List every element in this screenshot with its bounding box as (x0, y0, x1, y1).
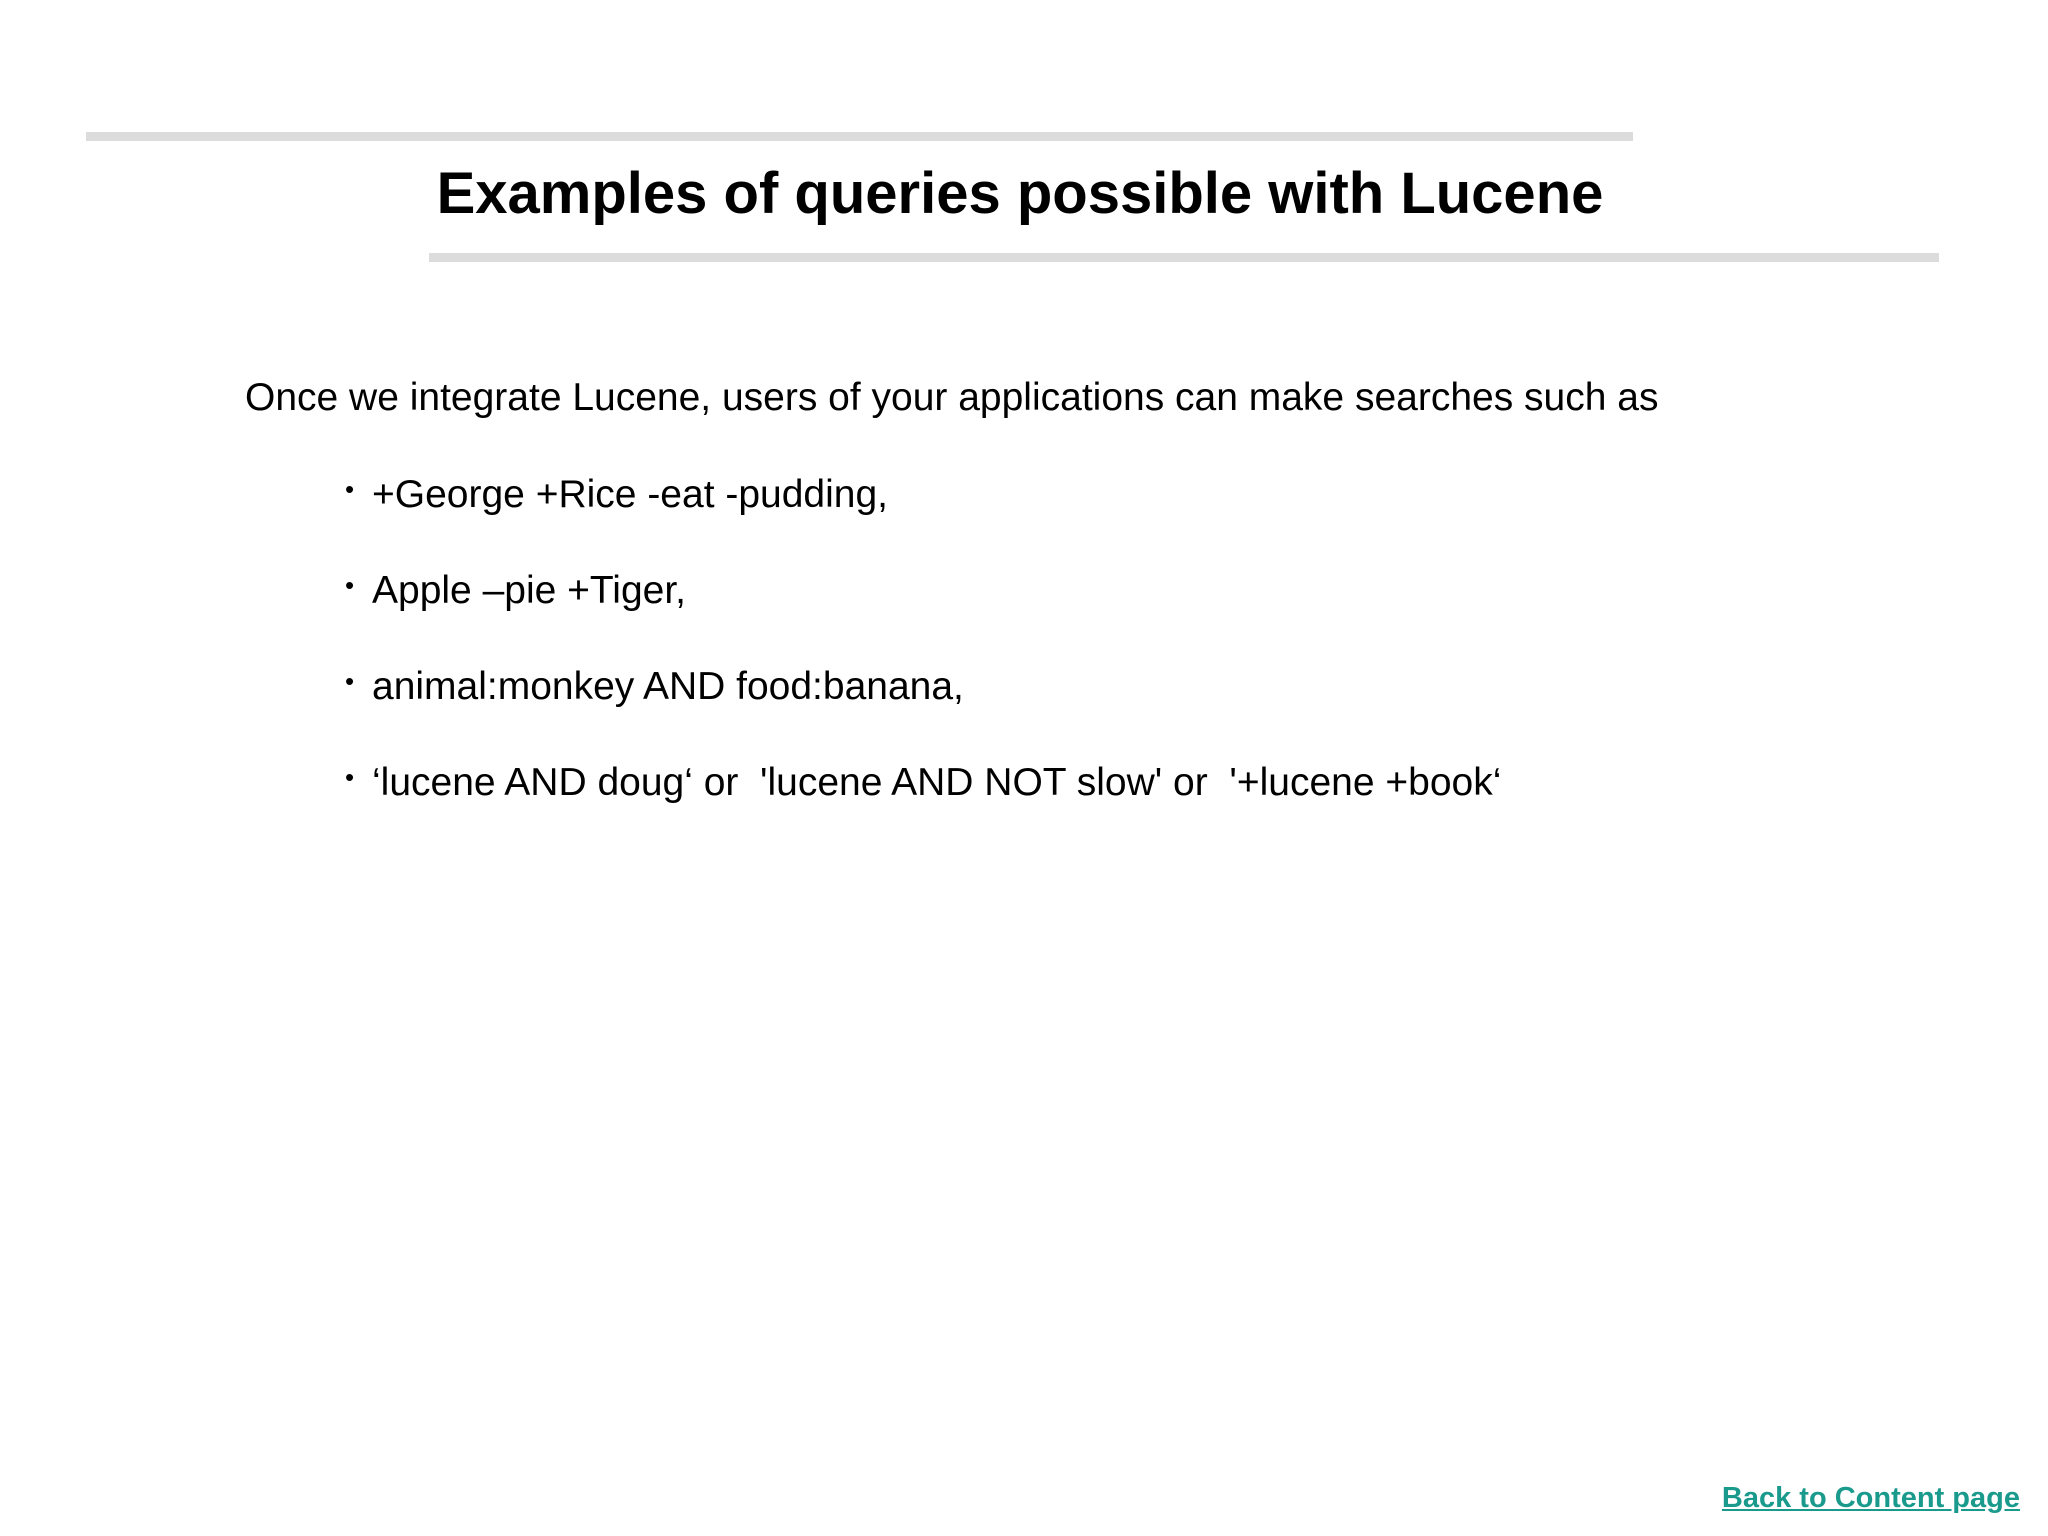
list-item-text: animal:monkey AND food:banana, (372, 665, 964, 708)
back-to-content-link[interactable]: Back to Content page (1721, 1482, 2020, 1514)
query-examples-list (345, 469, 1501, 853)
list-item (345, 565, 1501, 661)
title-bottom-rule (429, 253, 1939, 262)
slide-title (140, 158, 1900, 230)
list-item-text: ‘lucene AND doug‘ or 'lucene AND NOT slow' or '+lucene +book‘ (372, 761, 1502, 804)
list-item (345, 469, 1501, 565)
list-item-text: Apple –pie +Tiger, (372, 569, 687, 612)
list-item (345, 757, 1501, 853)
list-item (345, 661, 1501, 757)
bullet-icon: • (345, 762, 355, 792)
list-item-text: +George +Rice -eat -pudding, (372, 473, 888, 516)
bullet-icon: • (345, 666, 355, 696)
intro-text: Once we integrate Lucene, users of your applications can make searches such as (245, 376, 1659, 419)
title-top-rule (86, 132, 1633, 141)
bullet-icon: • (345, 474, 355, 504)
bullet-icon: • (345, 570, 355, 600)
slide-title-text: Examples of queries possible with Lucene (436, 161, 1604, 226)
